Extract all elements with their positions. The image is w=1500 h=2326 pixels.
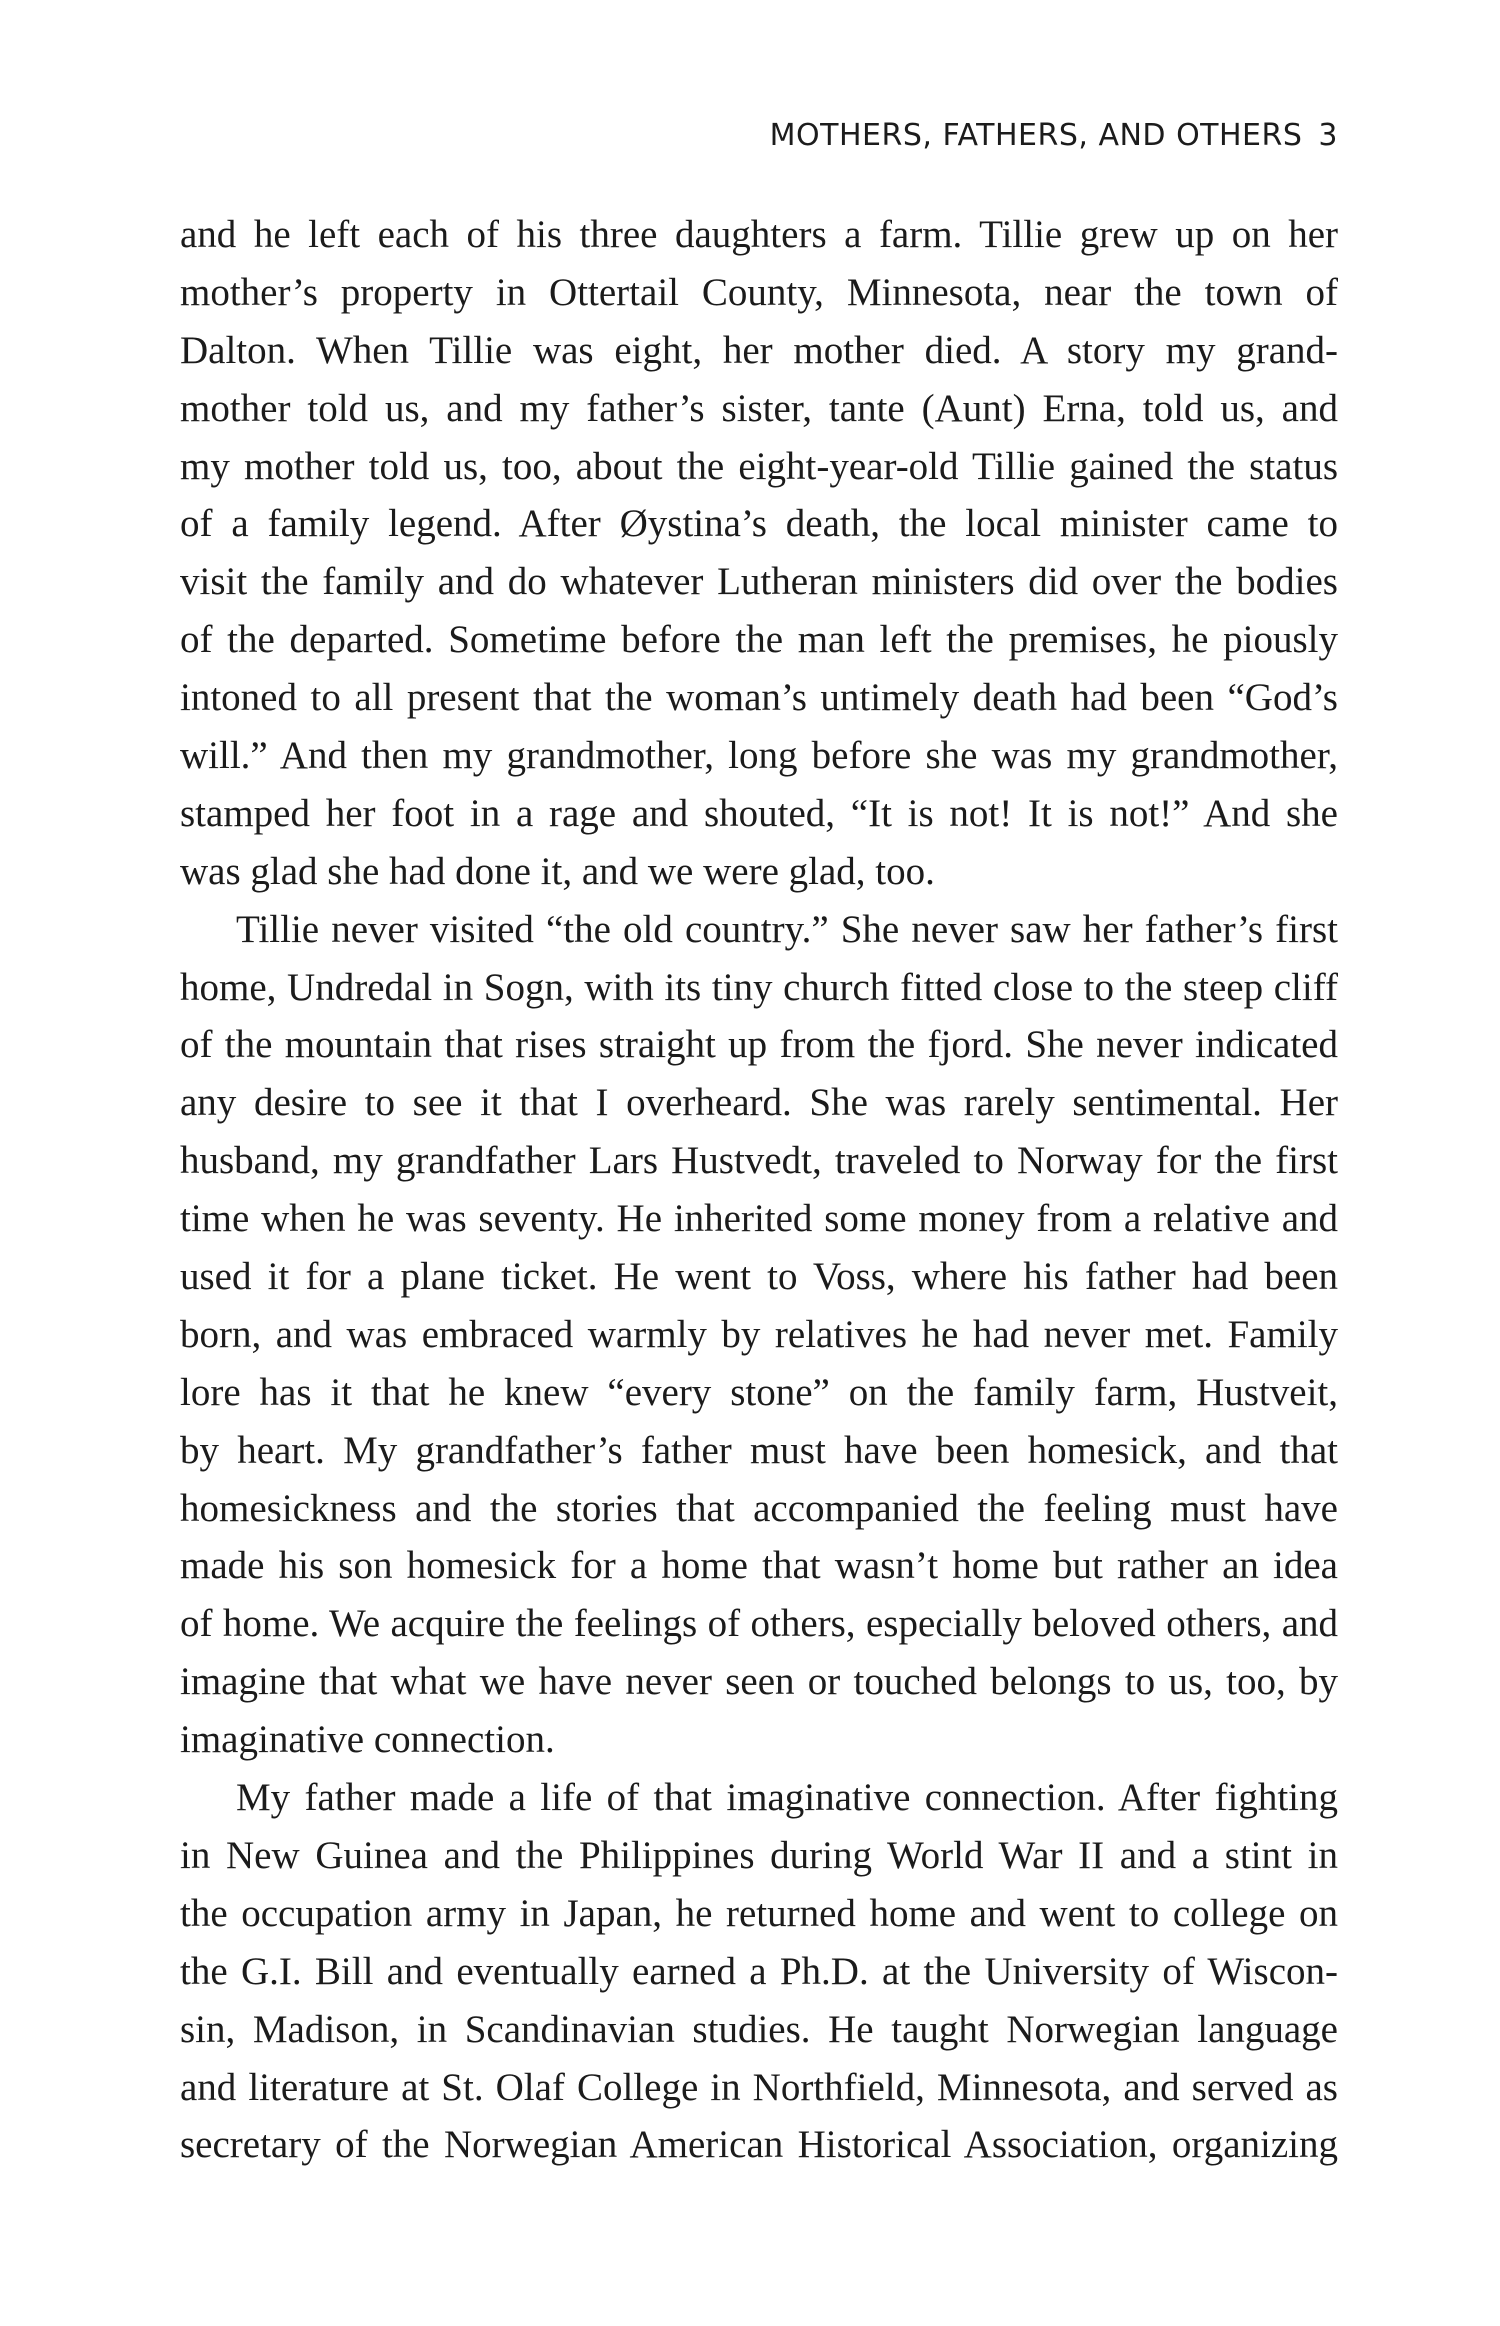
page-number: 3: [1318, 118, 1338, 153]
text-line: born, and was embraced warmly by relatives he had never met. Family: [180, 1312, 1338, 1356]
text-line: Dalton. When Tillie was eight, her mother died. A story my grand-: [180, 328, 1338, 372]
text-line: secretary of the Norwegian American Historical Association, organizing: [180, 2123, 1338, 2167]
paragraph: [180, 206, 1338, 901]
text-line: in New Guinea and the Philippines during World War II and a stint in: [180, 1833, 1338, 1877]
paragraph: [180, 901, 1338, 1769]
chapter-title: MOTHERS, FATHERS, AND OTHERS: [769, 118, 1303, 153]
text-line: husband, my grandfather Lars Hustvedt, traveled to Norway for the first: [180, 1139, 1338, 1183]
text-line: of home. We acquire the feelings of others, especially beloved others, and: [180, 1602, 1338, 1646]
text-line: of the mountain that rises straight up from the fjord. She never indicated: [180, 1023, 1338, 1067]
text-line: imagine that what we have never seen or touched belongs to us, too, by: [180, 1660, 1338, 1704]
text-line: made his son homesick for a home that wasn’t home but rather an idea: [180, 1544, 1338, 1588]
text-line: of a family legend. After Øystina’s death, the local minister came to: [180, 502, 1338, 546]
text-line: my mother told us, too, about the eight-year-old Tillie gained the status: [180, 444, 1338, 488]
text-line: visit the family and do whatever Lutheran ministers did over the bodies: [180, 560, 1338, 604]
text-line: and he left each of his three daughters a farm. Tillie grew up on her: [180, 213, 1338, 256]
text-line: the G.I. Bill and eventually earned a Ph.D. at the University of Wiscon-: [180, 1949, 1338, 1993]
body-text: [180, 206, 1338, 2174]
text-line: and literature at St. Olaf College in Northfield, Minnesota, and served as: [180, 2065, 1338, 2109]
text-line: stamped her foot in a rage and shouted, “It is not! It is not!” And she: [180, 791, 1338, 835]
text-line: of the departed. Sometime before the man left the premises, he piously: [180, 618, 1338, 662]
text-line: mother’s property in Ottertail County, Minnesota, near the town of: [180, 270, 1338, 314]
text-line: homesickness and the stories that accompanied the feeling must have: [180, 1486, 1338, 1530]
text-line: mother told us, and my father’s sister, tante (Aunt) Erna, told us, and: [180, 386, 1338, 430]
text-line: was glad she had done it, and we were glad, too.: [180, 849, 935, 893]
text-line: lore has it that he knew “every stone” on the family farm, Hustveit,: [180, 1370, 1338, 1414]
text-line: used it for a plane ticket. He went to Voss, where his father had been: [180, 1255, 1338, 1299]
text-line: imaginative connection.: [180, 1718, 555, 1762]
text-line: will.” And then my grandmother, long before she was my grandmother,: [180, 734, 1338, 778]
text-line: Tillie never visited “the old country.” She never saw her father’s first: [236, 907, 1338, 951]
text-line: home, Undredal in Sogn, with its tiny church fitted close to the steep cliff: [180, 965, 1338, 1009]
text-line: the occupation army in Japan, he returned home and went to college on: [180, 1891, 1338, 1935]
running-head: [180, 118, 1338, 168]
text-line: intoned to all present that the woman’s untimely death had been “God’s: [180, 676, 1338, 720]
text-line: My father made a life of that imaginative connection. After fighting: [236, 1776, 1338, 1820]
text-line: time when he was seventy. He inherited some money from a relative and: [180, 1197, 1338, 1241]
text-line: any desire to see it that I overheard. She was rarely sentimental. Her: [180, 1081, 1338, 1125]
paragraph: [180, 1769, 1338, 2174]
text-line: by heart. My grandfather’s father must have been homesick, and that: [180, 1428, 1338, 1472]
text-line: sin, Madison, in Scandinavian studies. He taught Norwegian language: [180, 2007, 1338, 2051]
